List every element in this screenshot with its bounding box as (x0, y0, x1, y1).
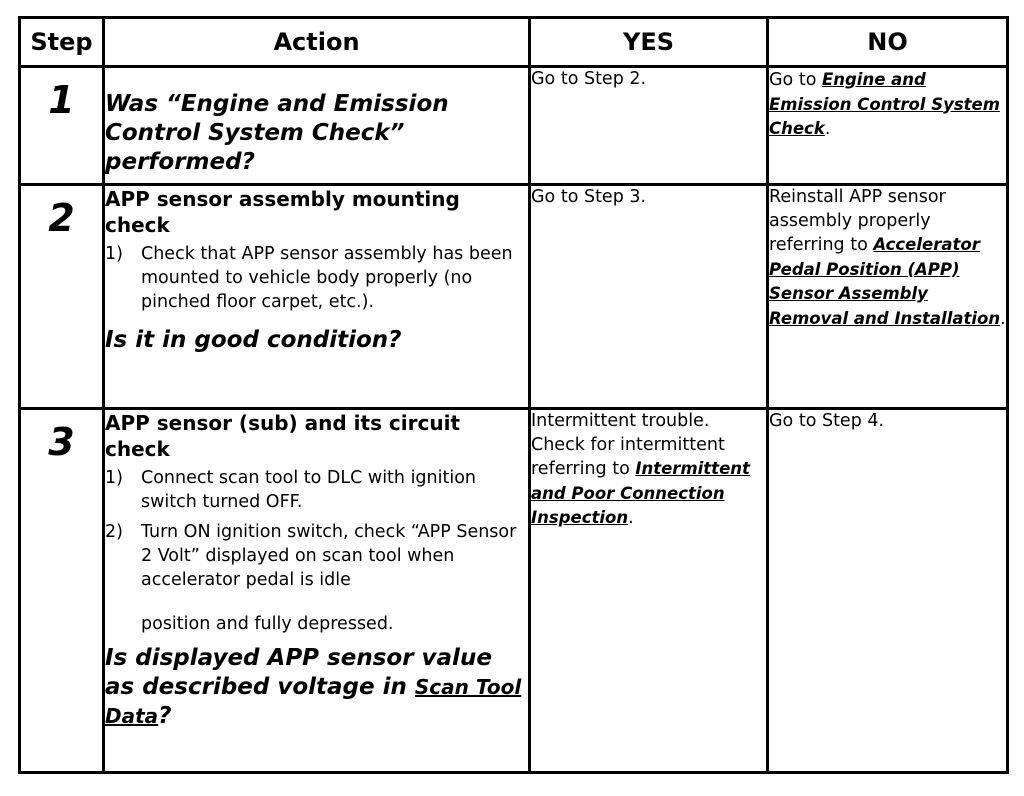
yes-text: Go to Step 2. (531, 69, 647, 89)
header-action: Action (104, 18, 530, 67)
list-item: 2) Turn ON ignition switch, check “APP Sensor 2 Volt” displayed on scan tool when accelerator pedal is idle (105, 522, 517, 590)
action-title: APP sensor (sub) and its circuit check (105, 411, 461, 461)
action-question: Is displayed APP sensor value as described voltage in Scan Tool Data? (105, 645, 522, 729)
action-steps (105, 242, 528, 314)
step-number: 2 (48, 196, 75, 240)
list-item: 1) Connect scan tool to DLC with ignition switch turned OFF. (105, 468, 477, 512)
no-link-app-sensor-removal[interactable]: Accelerator Pedal Position (APP) Sensor Assembly Removal and Installation (769, 235, 1001, 328)
table-row (20, 185, 1008, 409)
list-item: position and fully depressed. (141, 614, 394, 634)
table-row (20, 67, 1008, 185)
yes-text: Go to Step 3. (531, 187, 647, 207)
no-link-engine-emission-check[interactable]: Engine and Emission Control System Check (769, 70, 1000, 138)
no-text: Go to Step 4. (769, 411, 885, 431)
header-step: Step (20, 18, 104, 67)
question-link-scan-tool-data[interactable]: Scan Tool Data (105, 675, 522, 728)
action-title: APP sensor assembly mounting check (105, 187, 460, 237)
yes-link-intermittent-inspection[interactable]: Intermittent and Poor Connection Inspection (531, 459, 750, 527)
yes-text-pre: Intermittent trouble. Check for intermittent referring to (531, 411, 725, 479)
no-text-pre: Reinstall APP sensor assembly properly referring to (769, 187, 946, 255)
yes-text-post: . (628, 508, 634, 528)
header-no: NO (768, 18, 1008, 67)
action-steps (105, 466, 528, 636)
diagnostic-table (18, 16, 1009, 774)
list-item: 1) Check that APP sensor assembly has been mounted to vehicle body properly (no pinched floor carpet, etc.). (105, 244, 513, 312)
header-yes: YES (530, 18, 768, 67)
header-row (20, 18, 1008, 67)
step-number: 3 (48, 420, 75, 464)
action-question: Was “Engine and Emission Control System Check” performed? (105, 91, 449, 175)
action-question: Is it in good condition? (105, 327, 402, 353)
no-text-post: . (1000, 308, 1006, 329)
no-text-pre: Go to (769, 70, 822, 90)
no-text-post: . (824, 119, 831, 139)
step-number: 1 (48, 78, 75, 122)
table-row (20, 409, 1008, 773)
